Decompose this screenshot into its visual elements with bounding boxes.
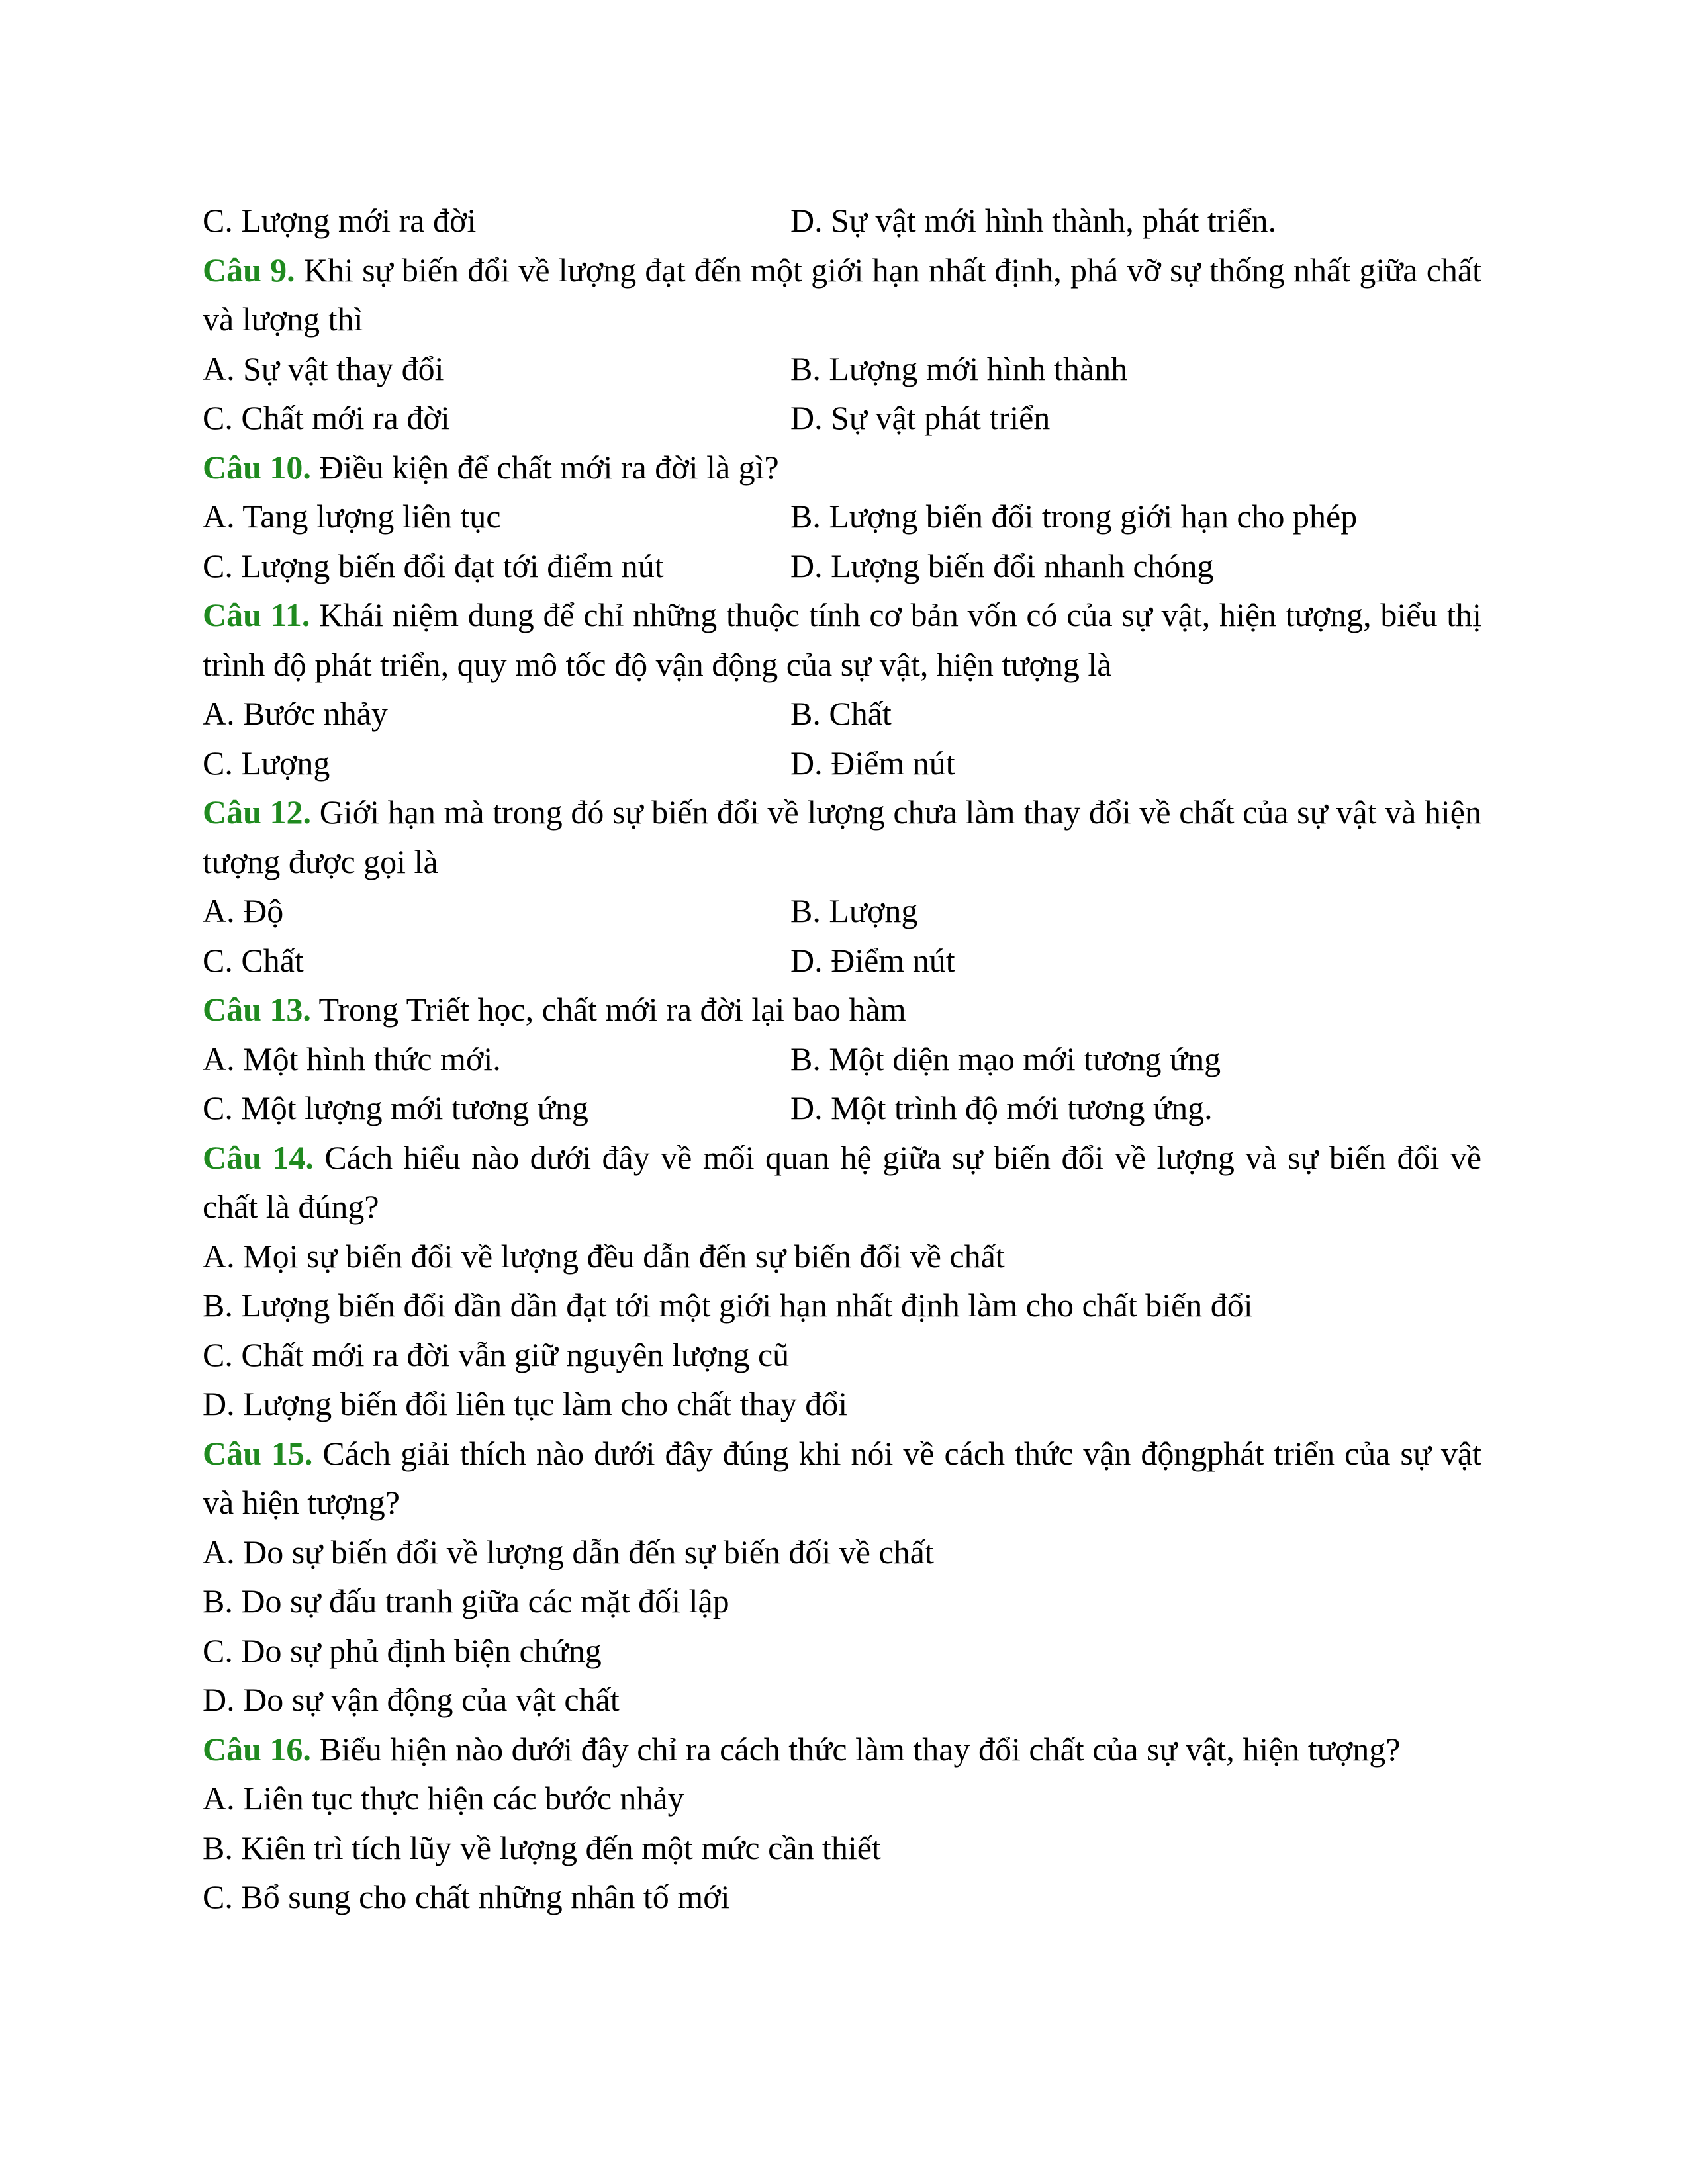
question-15 [203,1429,1481,1527]
question-number: Câu 10. [203,448,311,486]
question-13 [203,985,1481,1034]
option-a: A. Sự vật thay đổi [203,349,444,387]
question-9 [203,246,1481,344]
option-a: A. Tang lượng liên tục [203,498,501,535]
options-row [203,541,1481,591]
options-row [203,689,1481,739]
question-number: Câu 13. [203,991,311,1028]
question-text: Điều kiện để chất mới ra đời là gì? [319,448,779,486]
question-number: Câu 16. [203,1730,311,1768]
option-c: C. Một lượng mới tương ứng [203,1089,588,1126]
option-b: B. Lượng biến đổi trong giới hạn cho phép [790,498,1358,535]
question-text: Khi sự biến đổi về lượng đạt đến một giới hạn nhất định, phá vỡ sự thống nhất giữa chất và lượng thì [203,251,1482,338]
question-text: Cách giải thích nào dưới đây đúng khi nói về cách thức vận độngphát triển của sự vật và hiện tượng? [203,1434,1481,1521]
option-b: B. Do sự đấu tranh giữa các mặt đối lập [203,1582,729,1619]
option-c: C. Bổ sung cho chất những nhân tố mới [203,1878,730,1915]
option-c: C. Chất mới ra đời vẫn giữ nguyên lượng cũ [203,1336,790,1373]
option-d: D. Sự vật mới hình thành, phát triển. [790,202,1277,239]
question-text: Cách hiểu nào dưới đây về mối quan hệ giữa sự biến đổi về lượng và sự biến đổi về chất là đúng? [203,1138,1482,1225]
options-row [203,344,1481,394]
options-row [203,492,1481,541]
option-d: D. Điểm nút [790,744,955,782]
question-11 [203,590,1481,689]
options-row [203,886,1481,936]
option-d: D. Lượng biến đổi nhanh chóng [790,547,1214,584]
option-c: C. Chất [203,941,304,979]
options-row [203,1034,1481,1084]
question-text: Trong Triết học, chất mới ra đời lại bao hàm [318,991,906,1028]
question-text: Khái niệm dung để chỉ những thuộc tính cơ bản vốn có của sự vật, hiện tượng, biểu thị trình độ phát triển, quy mô tốc độ vận động của sự vật, hiện tượng là [203,596,1481,683]
option-d: D. Một trình độ mới tương ứng. [790,1089,1213,1126]
option-a: A. Liên tục thực hiện các bước nhảy [203,1780,684,1817]
option-a: A. Độ [203,892,284,929]
question-number: Câu 14. [203,1138,314,1176]
question-number: Câu 15. [203,1434,313,1472]
options-row [203,936,1481,985]
question-12 [203,788,1481,886]
question-16 [203,1725,1481,1774]
option-a: A. Do sự biến đổi về lượng dẫn đến sự biến đối về chất [203,1533,934,1570]
option-c: C. Lượng biến đổi đạt tới điểm nút [203,547,664,584]
option-c: C. Chất mới ra đời [203,399,450,436]
options-row [203,739,1481,788]
question-10 [203,443,1481,492]
question-text: Biểu hiện nào dưới đây chỉ ra cách thức làm thay đổi chất của sự vật, hiện tượng? [319,1730,1401,1768]
document-page [203,196,1481,1922]
question-number: Câu 9. [203,251,295,289]
options-row [203,1083,1481,1133]
option-b: B. Kiên trì tích lũy về lượng đến một mức cần thiết [203,1829,881,1866]
question-14 [203,1133,1481,1232]
option-b: B. Chất [790,695,892,732]
question-number: Câu 12. [203,794,312,831]
option-c: C. Lượng [203,744,330,782]
option-a: A. Một hình thức mới. [203,1040,501,1077]
option-b: B. Lượng biến đổi dần dần đạt tới một giới hạn nhất định làm cho chất biến đổi [203,1287,1253,1324]
question-number: Câu 11. [203,596,310,633]
question-text: Giới hạn mà trong đó sự biến đổi về lượng chưa làm thay đổi về chất của sự vật và hiện tượng được gọi là [203,794,1482,880]
option-b: B. Lượng mới hình thành [790,349,1128,387]
options-row-carry-over [203,196,1481,246]
option-d: D. Lượng biến đổi liên tục làm cho chất thay đổi [203,1385,848,1422]
option-d: D. Sự vật phát triển [790,399,1051,436]
option-b: B. Lượng [790,892,918,929]
options-row [203,393,1481,443]
option-d: D. Điểm nút [790,941,955,979]
option-d: D. Do sự vận động của vật chất [203,1681,620,1718]
option-a: A. Mọi sự biến đổi về lượng đều dẫn đến sự biến đổi về chất [203,1237,1005,1275]
option-b: B. Một diện mạo mới tương ứng [790,1040,1221,1077]
option-c: C. Lượng mới ra đời [203,202,477,239]
option-c: C. Do sự phủ định biện chứng [203,1631,602,1669]
option-a: A. Bước nhảy [203,695,388,732]
